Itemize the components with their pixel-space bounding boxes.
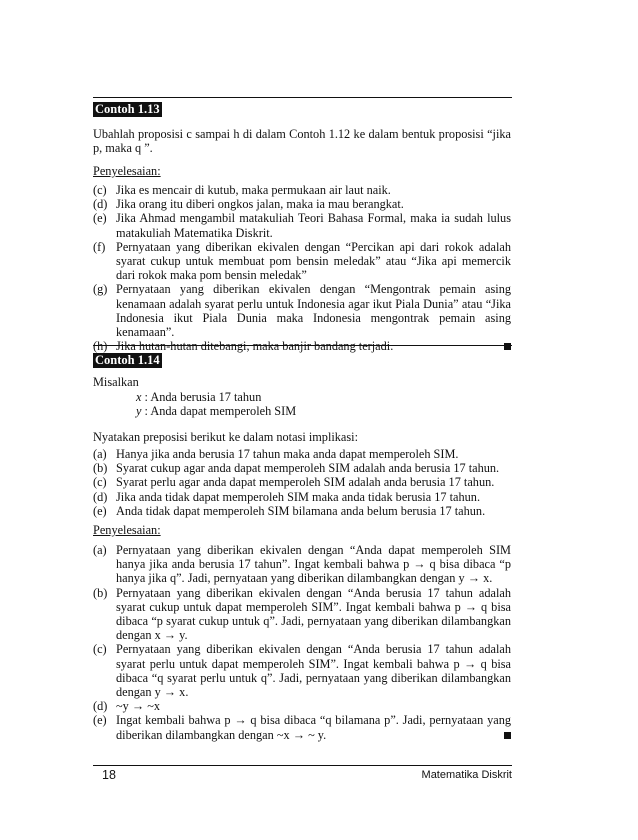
- item-label: (a): [93, 447, 107, 461]
- list-item: [93, 586, 511, 643]
- item-text: Pernyataan yang diberikan ekivalen dengan “Mengontrak pemain asing kenamaan adalah syarat perlu untuk Indonesia agar ikut Piala Dunia” atau “Jika Indonesia ikut Piala Dunia maka Indonesia mengontrak pemain asing kenamaan”.: [116, 282, 511, 340]
- item-label: (d): [93, 489, 108, 504]
- item-label: (d): [93, 197, 108, 212]
- item-text: Ingat kembali bahwa p → q bisa dibaca “q bilamana p”. Jadi, pernyataan yang diberikan dilambangkan dengan ~x → ~ y.: [116, 713, 511, 742]
- solution-heading: Penyelesaian:: [93, 523, 161, 537]
- item-label: (b): [93, 461, 108, 476]
- list-item: [93, 504, 511, 518]
- item-text: Jika hutan-hutan ditebangi, maka banjir bandang terjadi.: [116, 339, 394, 354]
- list-item: [93, 543, 511, 586]
- item-label: (e): [93, 713, 107, 728]
- item-text: Syarat cukup agar anda dapat memperoleh SIM adalah anda berusia 17 tahun.: [116, 461, 500, 476]
- list-item: [93, 475, 511, 489]
- end-of-proof-icon: [504, 732, 511, 739]
- item-text: Pernyataan yang diberikan ekivalen dengan “Anda dapat memperoleh SIM hanya jika anda berusia 17 tahun”. Ingat kembali bahwa p → q bisa dibaca “p hanya jika q”. Jadi, pernyataan yang diberikan dilambangkan dengan y → x.: [116, 543, 511, 586]
- solution-list: [93, 183, 511, 353]
- list-item: [93, 197, 511, 211]
- item-text: Pernyataan yang diberikan ekivalen dengan “Anda berusia 17 tahun adalah syarat perlu untuk dapat memperoleh SIM”. Ingat kembali bahwa p → q bisa dibaca “q syarat perlu untuk q”. Jadi, pernyataan yang diberikan dilambangkan dengan y → x.: [116, 642, 511, 700]
- item-text: ~y → ~x: [116, 699, 161, 714]
- item-label: (c): [93, 475, 107, 490]
- footer-rule: [93, 765, 512, 766]
- item-label: (c): [93, 183, 107, 197]
- item-text: Pernyataan yang diberikan ekivalen dengan “Anda berusia 17 tahun adalah syarat cukup untuk dapat memperoleh SIM”. Ingat kembali bahwa p → q bisa dibaca “p syarat cukup untuk q”. Jadi, pernyataan yang diberikan dilambangkan dengan x → y.: [116, 585, 511, 643]
- example-problem: Ubahlah proposisi c sampai h di dalam Contoh 1.12 ke dalam bentuk proposisi “jika p, maka q ”.: [93, 127, 511, 156]
- definition-y: [136, 404, 296, 418]
- item-label: (g): [93, 282, 108, 297]
- top-rule: [93, 97, 512, 98]
- definition-x: [136, 390, 261, 404]
- definition-text: : Anda dapat memperoleh SIM: [141, 404, 297, 418]
- solution-heading: Penyelesaian:: [93, 164, 161, 178]
- item-text: Anda tidak dapat memperoleh SIM bilamana anda belum berusia 17 tahun.: [116, 503, 486, 518]
- example-title: Contoh 1.13: [95, 102, 160, 116]
- item-text: Jika Ahmad mengambil matakuliah Teori Bahasa Formal, maka ia sudah lulus matakuliah Matematika Diskrit.: [116, 211, 511, 240]
- book-title: Matematika Diskrit: [421, 769, 512, 781]
- list-item: [93, 339, 511, 353]
- list-item: [93, 282, 511, 339]
- item-text: Jika anda tidak dapat memperoleh SIM maka anda tidak berusia 17 tahun.: [116, 489, 481, 504]
- list-item: [93, 240, 511, 283]
- list-item: [93, 490, 511, 504]
- list-item: [93, 211, 511, 239]
- item-label: (c): [93, 642, 107, 657]
- list-item: [93, 447, 511, 461]
- item-text: Hanya jika anda berusia 17 tahun maka anda dapat memperoleh SIM.: [116, 447, 459, 461]
- variable: x: [136, 390, 142, 404]
- item-text: Jika es mencair di kutub, maka permukaan air laut naik.: [116, 183, 391, 197]
- list-item: [93, 699, 511, 713]
- definition-text: : Anda berusia 17 tahun: [141, 390, 262, 404]
- variable: y: [136, 404, 142, 418]
- list-item: [93, 642, 511, 699]
- item-label: (h): [93, 339, 108, 354]
- list-item: [93, 183, 511, 197]
- example-title: Contoh 1.14: [95, 353, 160, 367]
- example-intro: Misalkan: [93, 375, 139, 389]
- item-text: Syarat perlu agar anda dapat memperoleh SIM adalah anda berusia 17 tahun.: [116, 475, 495, 490]
- task-statement: Nyatakan preposisi berikut ke dalam notasi implikasi:: [93, 430, 359, 444]
- item-text: Pernyataan yang diberikan ekivalen dengan “Percikan api dari rokok adalah syarat cukup untuk membuat pom bensin meledak” atau “Jika api memercik dari rokok maka pom bensin meledak”: [116, 239, 511, 283]
- question-list: [93, 447, 511, 518]
- item-label: (a): [93, 543, 107, 557]
- list-item: [93, 713, 511, 741]
- item-text: Jika orang itu diberi ongkos jalan, maka ia mau berangkat.: [116, 197, 404, 212]
- page-number: 18: [102, 768, 116, 782]
- section-rule: [93, 345, 512, 346]
- item-label: (d): [93, 699, 108, 714]
- item-label: (f): [93, 239, 106, 254]
- list-item: [93, 461, 511, 475]
- item-label: (e): [93, 211, 107, 226]
- item-label: (e): [93, 503, 107, 518]
- item-label: (b): [93, 585, 108, 600]
- answer-list: [93, 543, 511, 742]
